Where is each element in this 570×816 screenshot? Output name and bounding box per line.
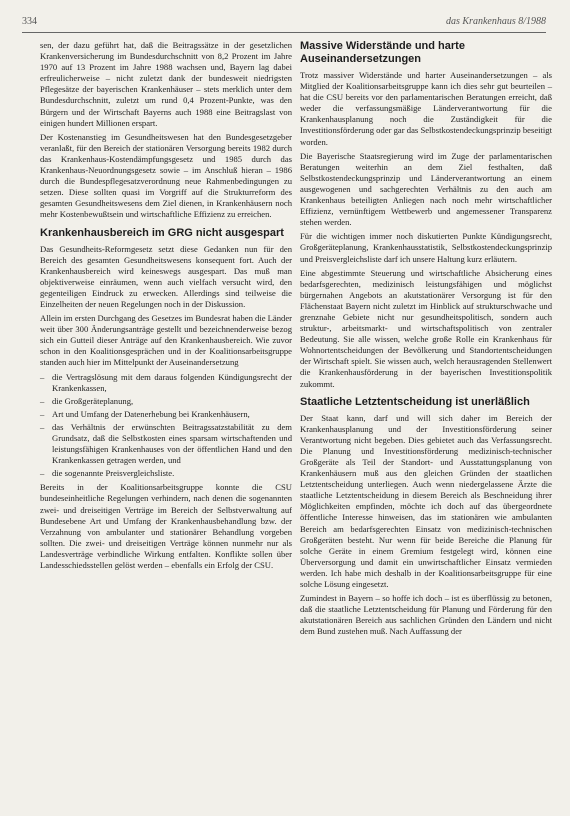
bullet-list: [40, 372, 292, 480]
list-item: – die sogenannte Preisvergleichsliste.: [40, 468, 292, 479]
paragraph: Das Gesundheits-Reformgesetz setzt diese Gedanken nun für den Bereich des gesamten Gesundheitswesens konsequent fort. Auch der Krankenhausbereich wird keineswegs ausgespart. Das muß man objektiverweise einräumen, wenn auch vielfach versucht wird, den gegenteiligen Eindruck zu erwecken. Allerdings sind teilweise die Einzelheiten der neuen Regelungen noch in der Diskussion.: [40, 243, 292, 309]
section-heading: Staatliche Letztentscheidung ist unerläßlich: [300, 395, 530, 408]
section-heading: Krankenhausbereich im GRG nicht ausgespart: [40, 226, 284, 239]
right-column: [300, 40, 552, 641]
list-item: – das Verhältnis der erwünschten Beitragssatzstabilität zu dem Grundsatz, daß die Selbstkosten eines sparsam wirtschaftenden und leistungsfähigen Krankenhauses von der öffentlichen Hand und den Krankenkassen getragen werden, und: [40, 422, 292, 466]
page-header: [22, 8, 546, 33]
list-item: – die Vertragslösung mit dem daraus folgenden Kündigungsrecht der Krankenkassen,: [40, 372, 292, 394]
paragraph: Der Staat kann, darf und will sich daher im Bereich der Krankenhausplanung und der Investitionsförderung seiner Verantwortung nicht begeben. Dies gebietet auch das Verfassungsrecht. Die Planung und Investitionsförderung medizinisch-technischer Großgeräte als Teil der Standort- und Ausstattungsplanung von Krankenhäusern muß aus den gleichen Gründen der staatlichen Letztentscheidung unterliegen. Auch wenn niedergelassene Ärzte die staatliche Letztentscheidung in diesem Bereich als Beschneidung ihrer Möglichkeiten empfinden, möchte ich doch auf das übergeordnete öffentliche Interesse hinweisen, das im stationären wie ambulanten Bereich am bedarfsgerechten Einsatz von medizinisch-technischen Großgeräten besteht. Nur wenn für beide Bereiche die Planung für solche Geräte in einem Gremium festgelegt wird, können eine Überversorgung und damit ein unwirtschaftlicher Einsatz vermieden werden. Ich habe mich deshalb in der Koalitionsarbeitsgruppe für eine solche Lösung eingesetzt.: [300, 412, 552, 590]
journal-title: das Krankenhaus 8/1988: [446, 16, 546, 27]
paragraph: Eine abgestimmte Steuerung und wirtschaftliche Absicherung eines bedarfsgerechten, medizinisch leistungsfähigen und möglichst bürgernahen Angebots an akutstationärer Versorgung ist für den Flächenstaat Bayern nicht zuletzt im Hinblick auf strukturschwache und grenznahe Gebiete nicht nur gesundheitspolitisch, sondern auch struktur-, arbeitsmarkt- und wirtschaftspolitisch von zentraler Bedeutung. Sie alle wissen, welche große Rolle ein Krankenhaus für Wohnortentscheidungen der Bevölkerung und Standortentscheidungen der Wirtschaft spielt. Sie wissen auch, welch herausragenden Stellenwert die Krankenhausförderung in der bayerischen Investitionspolitik zukommt.: [300, 267, 552, 389]
section-heading: Massive Widerstände und harte Auseinandersetzungen: [300, 40, 465, 65]
paragraph: Für die wichtigen immer noch diskutierten Punkte Kündigungsrecht, Großgeräteplanung, Krankenhausstatistik, Selbstkostendeckungsprinzip und Preisvergleichsliste darf ich unsere Haltung kurz erläutern.: [300, 231, 552, 264]
list-item: – die Großgeräteplanung,: [40, 396, 292, 407]
paragraph: Trotz massiver Widerstände und harter Auseinandersetzungen – als Mitglied der Koalitionsarbeitsgruppe kann ich dies sehr gut beurteilen – hat die CSU bereits vor den parlamentarischen Beratungen erreicht, daß weder die verfassungsmäßige Länderverantwortung für die Krankenhausplanung noch die Zuständigkeit für die Investitionsförderung oder gar das Selbstkostendeckungsprinzip beseitigt worden.: [300, 70, 552, 147]
list-item: – Art und Umfang der Datenerhebung bei Krankenhäusern,: [40, 409, 292, 420]
left-column: [40, 40, 292, 574]
paragraph: sen, der dazu geführt hat, daß die Beitragssätze in der gesetzlichen Krankenversicherung im Bundesdurchschnitt von 8,2 Prozent im Jahre 1970 auf 13 Prozent im Jahre 1988 wachsen und, Bayern lag dabei erfreulicherweise – nicht zuletzt dank der bundesweit niedrigsten Pflegesätze der bayerischen Krankenhäuser – stets merklich unter dem Bundesdurchschnitt, zuletzt um rund 0,4 Prozent-Punkte, was den Bürgern und der Wirtschaft Bayerns auch 1988 eine Beitragslast von einigen hundert Millionen erspart.: [40, 40, 292, 128]
page-number: 334: [22, 16, 37, 27]
paragraph: Zumindest in Bayern – so hoffe ich doch – ist es überflüssig zu betonen, daß die staatliche Letztentscheidung für Planung und Förderung für den akutstationären Bereich aus sachlichen Gründen den Ländern und nicht dem Bund zustehen muß. Nach Auffassung der: [300, 593, 552, 637]
paragraph: Die Bayerische Staatsregierung wird im Zuge der parlamentarischen Beratungen weiterhin an dem Ziel festhalten, daß Selbstkostendeckungsprinzip und Länderverantwortung an einem ausgewogenen und sachgerechten Verhältnis zu den auch am Krankenhaus beteiligten Anliegen nach noch mehr wirtschaftlicher Effizienz, vernünftigem Wettbewerb und angemessener Transparenz stehen werden.: [300, 150, 552, 228]
paragraph: Bereits in der Koalitionsarbeitsgruppe konnte die CSU bundeseinheitliche Regelungen verhindern, nach denen die sogenannten zwei- und dreiseitigen Verträge im Bereich der Selbstverwaltung auf Bundesebene Art und Umfang der Krankenhausbehandlung bzw. der Verzahnung von ambulanter und stationärer Behandlung vorgeben sollten. Die zwei- und dreiseitigen Verträge können nunmehr nur als Landesverträge verbindliche Wirkung entfalten. Konflikte sollen über Landesschiedsstellen gelöst werden – ebenfalls ein Erfolg der CSU.: [40, 482, 292, 571]
paragraph: Der Kostenanstieg im Gesundheitswesen hat den Bundesgesetzgeber veranlaßt, für den Bereich der stationären Versorgung bereits 1982 durch das Krankenhaus-Kostendämpfungsgesetz und 1985 durch das Krankenhaus-Neuordnungsgesetz sowie – im Anschluß hieran – 1986 durch die Bundespflegesatzverordnung neue Rahmenbedingungen zu setzen. Diese sollten quasi im Vorgriff auf die Strukturreform des gesamten Gesundheitswesens dem Ziel dienen, in Krankenhäusern noch mehr Kostenbewußtsein und wirtschaftliche Effizienz zu erreichen.: [40, 131, 292, 220]
paragraph: Allein im ersten Durchgang des Gesetzes im Bundesrat haben die Länder weit über 300 Änderungsanträge gestellt und bezeichnenderweise bezog sich ein Gutteil dieser Anträge auf den Krankenhausbereich. Wie zuvor schon in den Koalitionsgesprächen und in der Koalitionsarbeitsgruppe standen auch hier im Mittelpunkt der Auseinandersetzung: [40, 313, 293, 368]
